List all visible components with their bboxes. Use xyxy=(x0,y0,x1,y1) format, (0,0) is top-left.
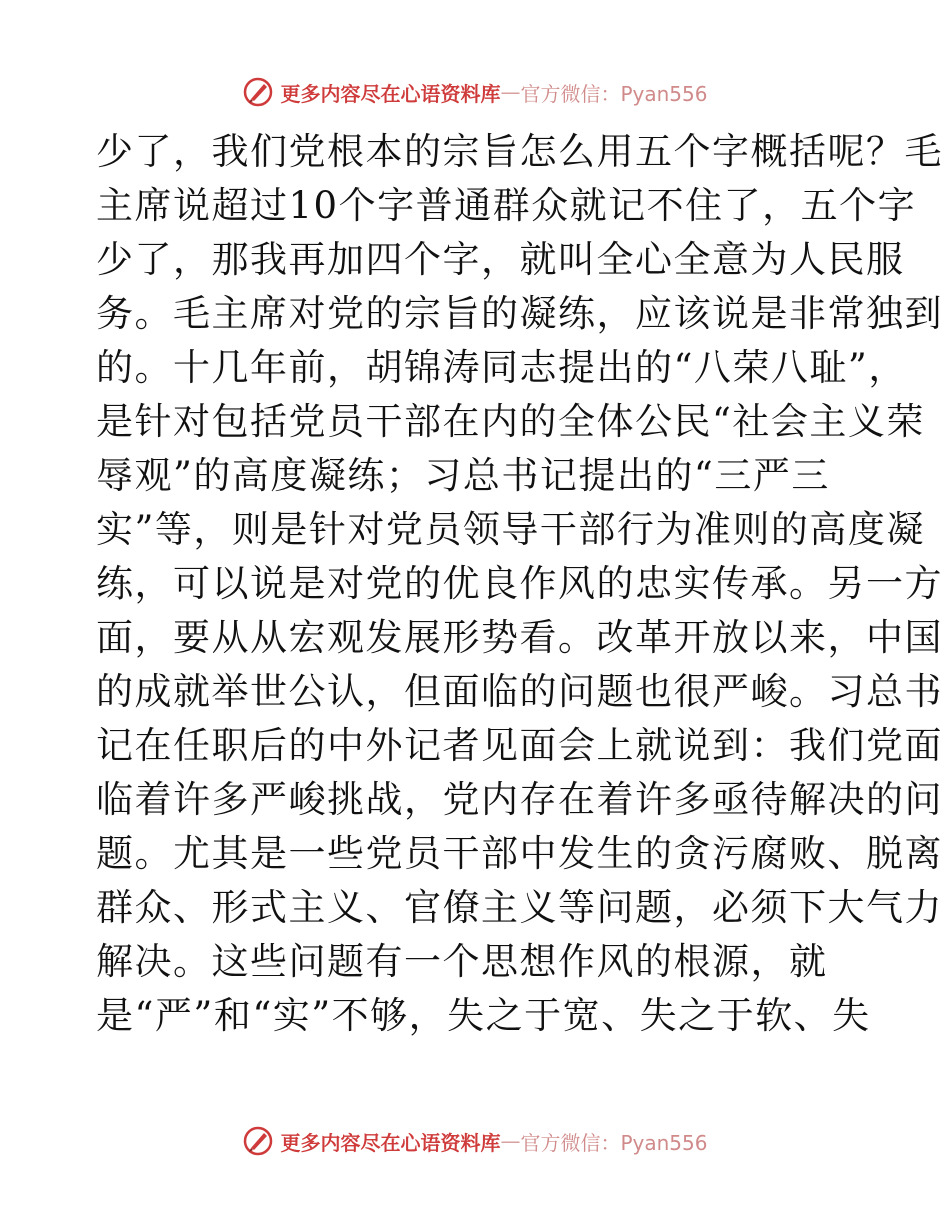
text-line: 的成就举世公认，但面临的问题也很严峻。习总书 xyxy=(96,670,943,713)
document-body xyxy=(96,125,943,1043)
text-line: 记在任职后的中外记者见面会上就说到：我们党面 xyxy=(96,724,943,767)
text-line: 练，可以说是对党的优良作风的忠实传承。另一方 xyxy=(96,562,943,605)
text-line: 面，要从从宏观发展形势看。改革开放以来，中国 xyxy=(96,616,943,659)
header-banner xyxy=(0,72,950,112)
quill-pen-logo-icon xyxy=(242,1125,274,1157)
header-banner-text: 更多内容尽在心语资料库 xyxy=(280,81,501,106)
text-line: 是“严”和“实”不够，失之于宽、失之于软、失 xyxy=(96,994,871,1037)
text-line: 少了，那我再加四个字，就叫全心全意为人民服 xyxy=(96,238,905,281)
text-line: 主席说超过10个字普通群众就记不住了，五个字 xyxy=(96,184,917,227)
text-line: 临着许多严峻挑战，党内存在着许多亟待解决的问 xyxy=(96,778,943,821)
header-banner-wechat: 官方微信：Pyan556 xyxy=(520,81,708,106)
footer-banner-wechat: 官方微信：Pyan556 xyxy=(520,1130,708,1155)
footer-banner-separator: — xyxy=(500,1129,521,1153)
text-line: 是针对包括党员干部在内的全体公民“社会主义荣 xyxy=(96,400,925,443)
header-banner-separator: — xyxy=(500,80,521,104)
text-line: 务。毛主席对党的宗旨的凝练，应该说是非常独到 xyxy=(96,292,943,335)
text-line: 少了，我们党根本的宗旨怎么用五个字概括呢？毛 xyxy=(96,130,943,173)
quill-pen-logo-icon xyxy=(242,76,274,108)
text-line: 的。十几年前，胡锦涛同志提出的“八荣八耻”， xyxy=(96,346,907,389)
text-line: 题。尤其是一些党员干部中发生的贪污腐败、脱离 xyxy=(96,832,943,875)
text-line: 群众、形式主义、官僚主义等问题，必须下大气力 xyxy=(96,886,943,929)
footer-banner xyxy=(0,1121,950,1161)
footer-banner-text: 更多内容尽在心语资料库 xyxy=(280,1130,501,1155)
text-line: 解决。这些问题有一个思想作风的根源，就 xyxy=(96,940,828,983)
text-line: 辱观”的高度凝练；习总书记提出的“三严三 xyxy=(96,454,830,497)
text-line: 实”等，则是针对党员领导干部行为准则的高度凝 xyxy=(96,508,925,551)
